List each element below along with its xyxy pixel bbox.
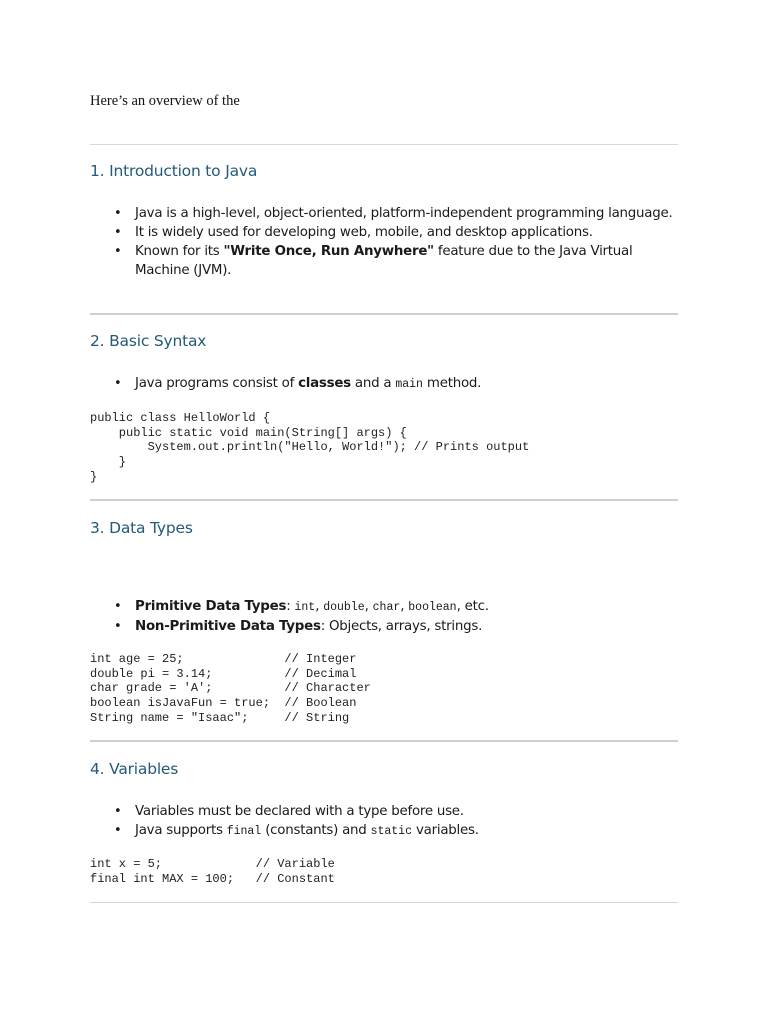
code-block-variables: int x = 5; // Variable final int MAX = 100; // Constant [90,857,335,886]
inline-code: boolean [408,601,457,614]
text-run: : [286,599,295,614]
section-divider [90,144,678,145]
text-run: , [400,599,409,614]
bullet-dot-icon: • [114,376,122,391]
list-item [90,374,678,394]
inline-code: static [370,825,412,838]
section-heading-data-types: 3. Data Types [90,519,193,537]
section-divider [90,313,678,315]
list-item [90,821,678,841]
bullet-list [90,204,678,280]
bullet-list [90,802,678,841]
text-run: , etc. [456,599,489,614]
bullet-dot-icon: • [114,619,122,634]
list-item [90,617,678,636]
intro-text: Here’s an overview of the [90,93,240,109]
section-heading-basic-syntax: 2. Basic Syntax [90,332,207,350]
list-item [90,223,678,242]
text-run: Java supports [135,823,227,838]
text-run: , [364,599,373,614]
text-run: Java programs consist of [135,376,299,391]
text-run: Variables must be declared with a type before use. [135,804,464,819]
text-run: variables. [411,823,479,838]
bold-text: "Write Once, Run Anywhere" [223,244,434,259]
text-run: (constants) and [261,823,371,838]
list-item [90,597,678,617]
section-heading-variables: 4. Variables [90,760,179,778]
section-divider [90,902,678,903]
section-divider [90,499,678,501]
bullet-dot-icon: • [114,823,122,838]
text-run: Java is a high-level, object-oriented, platform-independent programming language. [135,206,673,221]
list-item [90,802,678,821]
code-block-hello-world: public class HelloWorld { public static void main(String[] args) { System.out.println("Hello, World!"); // Prints output } } [90,411,530,484]
text-run: , [315,599,324,614]
inline-code: double [323,601,365,614]
bullet-dot-icon: • [114,804,122,819]
text-run: : Objects, arrays, strings. [320,619,483,634]
bullet-dot-icon: • [114,225,122,240]
bullet-dot-icon: • [114,244,122,259]
text-run: Known for its [135,244,224,259]
inline-code: main [395,378,423,391]
list-item [90,204,678,223]
bullet-list [90,374,678,394]
text-run: It is widely used for developing web, mobile, and desktop applications. [135,225,593,240]
bullet-dot-icon: • [114,599,122,614]
inline-code: char [372,601,401,614]
bullet-dot-icon: • [114,206,122,221]
text-run: and a [350,376,396,391]
bold-text: Primitive Data Types [135,599,287,614]
code-block-data-types: int age = 25; // Integer double pi = 3.14; // Decimal char grade = 'A'; // Character boolean isJavaFun = true; // Boolean String name = "Isaac"; // String [90,652,371,725]
list-item [90,242,678,280]
bold-text: Non-Primitive Data Types [135,619,321,634]
bullet-list [90,597,678,636]
inline-code: final [226,825,262,838]
section-heading-introduction: 1. Introduction to Java [90,162,258,180]
section-divider [90,740,678,742]
text-run: feature due to the Java Virtual Machine (JVM). [135,244,633,278]
text-run: method. [422,376,482,391]
bold-text: classes [298,376,351,391]
inline-code: int [294,601,316,614]
